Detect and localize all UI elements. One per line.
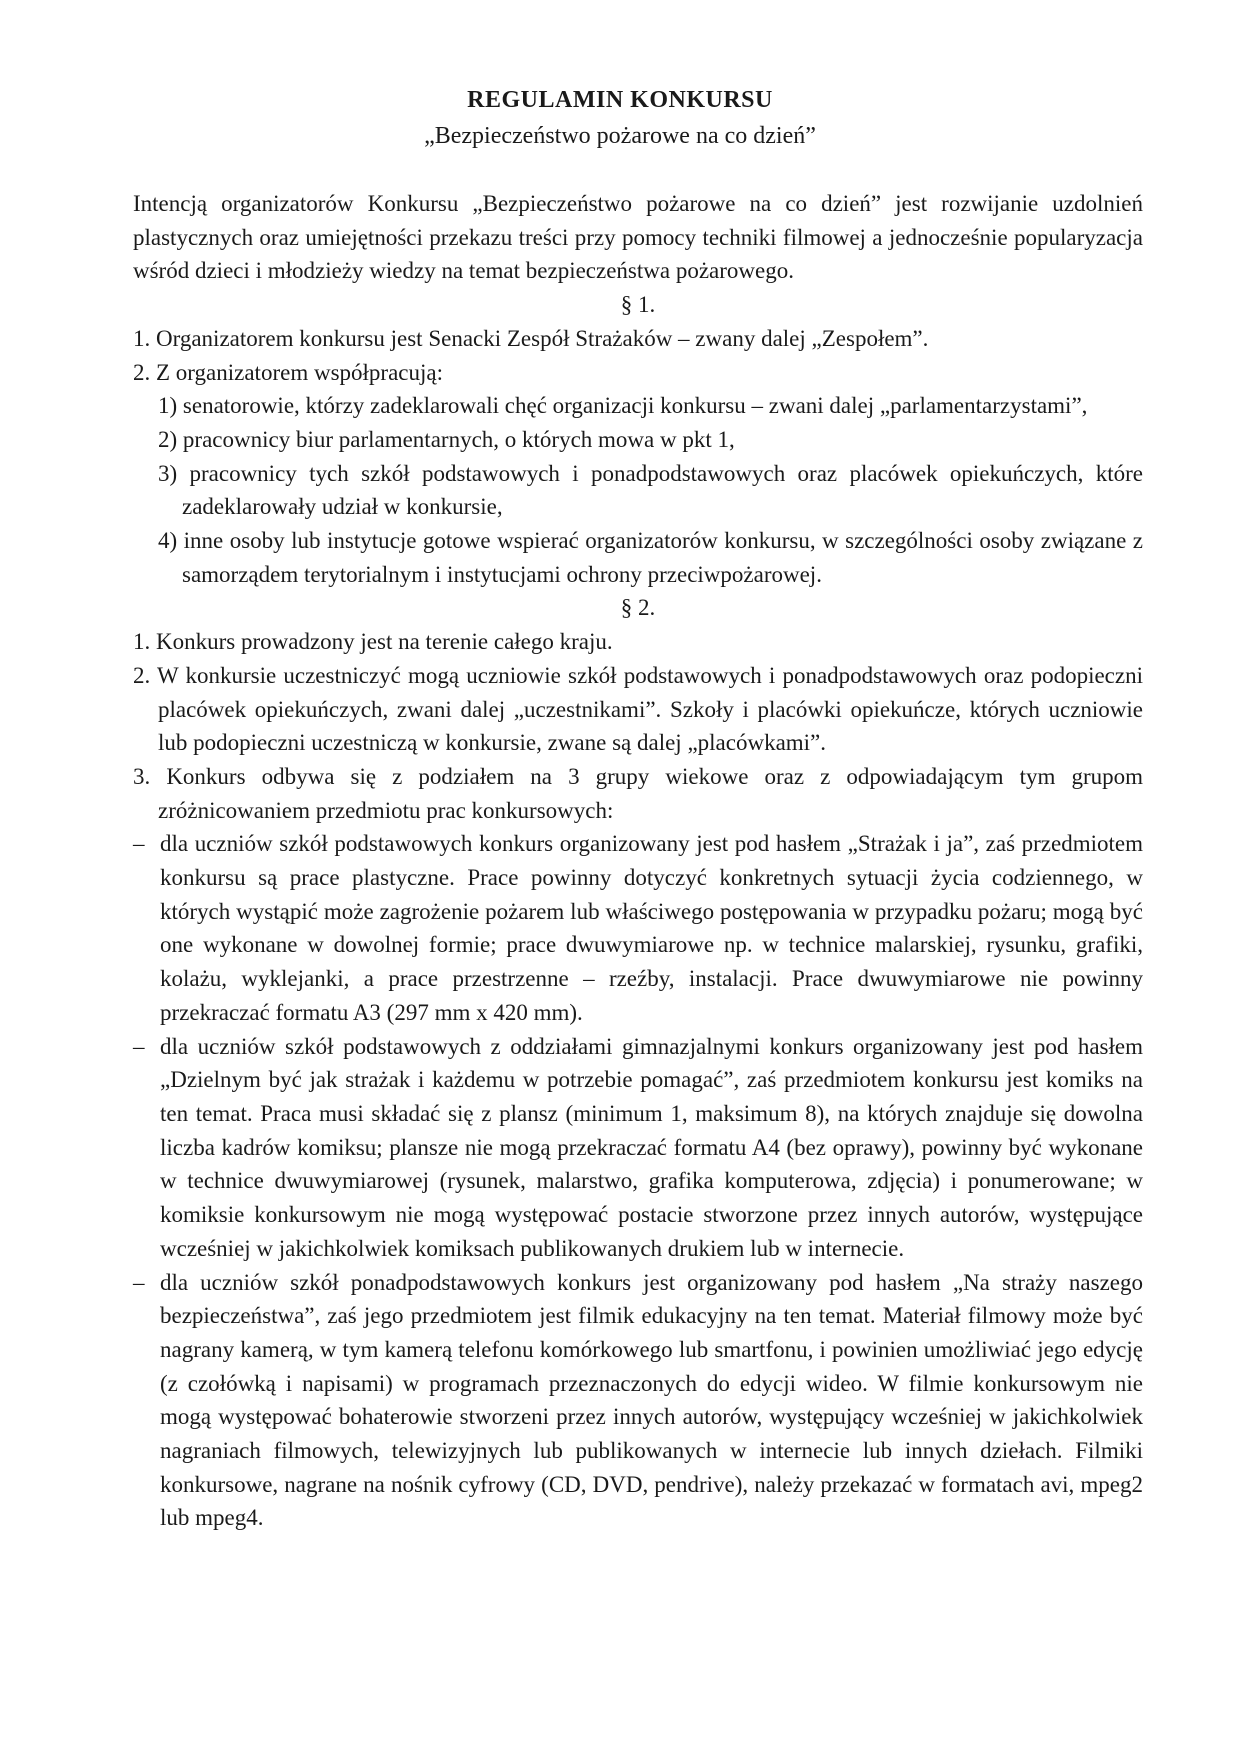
section-2-dash-item-2 <box>133 1030 1143 1266</box>
section-1-point-2: 2. Z organizatorem współpracują: <box>133 359 443 385</box>
section-1-subpoint-1: 1) senatorowie, którzy zadeklarowali chęć organizacji konkursu – zwani dalej „parlamentarzystami”, <box>158 393 1088 419</box>
section-2-point-2: 2. W konkursie uczestniczyć mogą uczniowie szkół podstawowych i ponadpodstawowych oraz podopieczni placówek opiekuńczych, zwani dalej „uczestnikami”. Szkoły i placówki opiekuńcze, których uczniowie lub podopieczni uczestniczą w konkursie, zwane są dalej „placówkami”. <box>133 662 1143 756</box>
document-body <box>133 187 1143 1535</box>
dash-bullet: – <box>133 1269 145 1295</box>
dash-item-text: dla uczniów szkół podstawowych konkurs organizowany jest pod hasłem „Strażak i ja”, zaś przedmiotem konkursu są prace plastyczne. Prace powinny dotyczyć konkretnych sytuacji życia codziennego, w których wystąpić może zagrożenie pożarem lub właściwego postępowania w przypadku pożaru; mogą być one wykonane w dowolnej formie; prace dwuwymiarowe np. w technice malarskiej, rysunku, grafiki, kolażu, wyklejanki, a prace przestrzenne – rzeźby, instalacji. Prace dwuwymiarowe nie powinny przekraczać formatu A3 (297 mm x 420 mm). <box>160 831 1143 1025</box>
intro-paragraph: Intencją organizatorów Konkursu „Bezpieczeństwo pożarowe na co dzień” jest rozwijanie uzdolnień plastycznych oraz umiejętności przekazu treści przy pomocy techniki filmowej a jednocześnie popularyzacja wśród dzieci i młodzieży wiedzy na temat bezpieczeństwa pożarowego. <box>133 191 1143 284</box>
section-2-heading: § 2. <box>620 595 656 621</box>
dash-bullet: – <box>133 1033 145 1059</box>
section-1-heading: § 1. <box>620 292 656 318</box>
section-1-subpoint-3: 3) pracownicy tych szkół podstawowych i ponadpodstawowych oraz placówek opiekuńczych, które zadeklarowały udział w konkursie, <box>158 460 1143 520</box>
section-2-dash-item-1 <box>133 827 1143 1029</box>
section-2-point-3: 3. Konkurs odbywa się z podziałem na 3 grupy wiekowe oraz z odpowiadającym tym grupom zróżnicowaniem przedmiotu prac konkursowych: <box>133 763 1143 823</box>
section-1-subpoint-2: 2) pracownicy biur parlamentarnych, o których mowa w pkt 1, <box>158 426 735 452</box>
document-subtitle: „Bezpieczeństwo pożarowe na co dzień” <box>424 123 816 149</box>
dash-item-text: dla uczniów szkół ponadpodstawowych konkurs jest organizowany pod hasłem „Na straży naszego bezpieczeństwa”, zaś jego przedmiotem jest filmik edukacyjny na ten temat. Materiał filmowy może być nagrany kamerą, w tym kamerą telefonu komórkowego lub smartfonu, i powinien umożliwiać jego edycję (z czołówką i napisami) w programach przeznaczonych do edycji wideo. W filmie konkursowym nie mogą występować bohaterowie stworzeni przez innych autorów, występujący wcześniej w jakichkolwiek nagraniach filmowych, telewizyjnych lub publikowanych w internecie lub innych dziełach. Filmiki konkursowe, nagrane na nośnik cyfrowy (CD, DVD, pendrive), należy przekazać w formatach avi, mpeg2 lub mpeg4. <box>160 1269 1143 1531</box>
section-1-subpoint-4: 4) inne osoby lub instytucje gotowe wspierać organizatorów konkursu, w szczególności osoby związane z samorządem terytorialnym i instytucjami ochrony przeciwpożarowej. <box>158 528 1143 587</box>
section-2-point-1: 1. Konkurs prowadzony jest na terenie całego kraju. <box>133 629 613 655</box>
dash-bullet: – <box>133 831 145 857</box>
section-1-point-1: 1. Organizatorem konkursu jest Senacki Zespół Strażaków – zwany dalej „Zespołem”. <box>133 325 929 351</box>
document-title: REGULAMIN KONKURSU <box>467 87 773 113</box>
dash-item-text: dla uczniów szkół podstawowych z oddziałami gimnazjalnymi konkurs organizowany jest pod hasłem „Dzielnym być jak strażak i każdemu w potrzebie pomagać”, zaś przedmiotem konkursu jest komiks na ten temat. Praca musi składać się z plansz (minimum 1, maksimum 8), na których znajduje się dowolna liczba kadrów komiksu; plansze nie mogą przekraczać formatu A4 (bez oprawy), powinny być wykonane w technice dwuwymiarowej (rysunek, malarstwo, grafika komputerowa, zdjęcia) i ponumerowane; w komiksie konkursowym nie mogą występować postacie stworzone przez innych autorów, występujące wcześniej w jakichkolwiek komiksach publikowanych drukiem lub w internecie. <box>160 1033 1143 1261</box>
section-2-dash-item-3 <box>133 1266 1143 1536</box>
